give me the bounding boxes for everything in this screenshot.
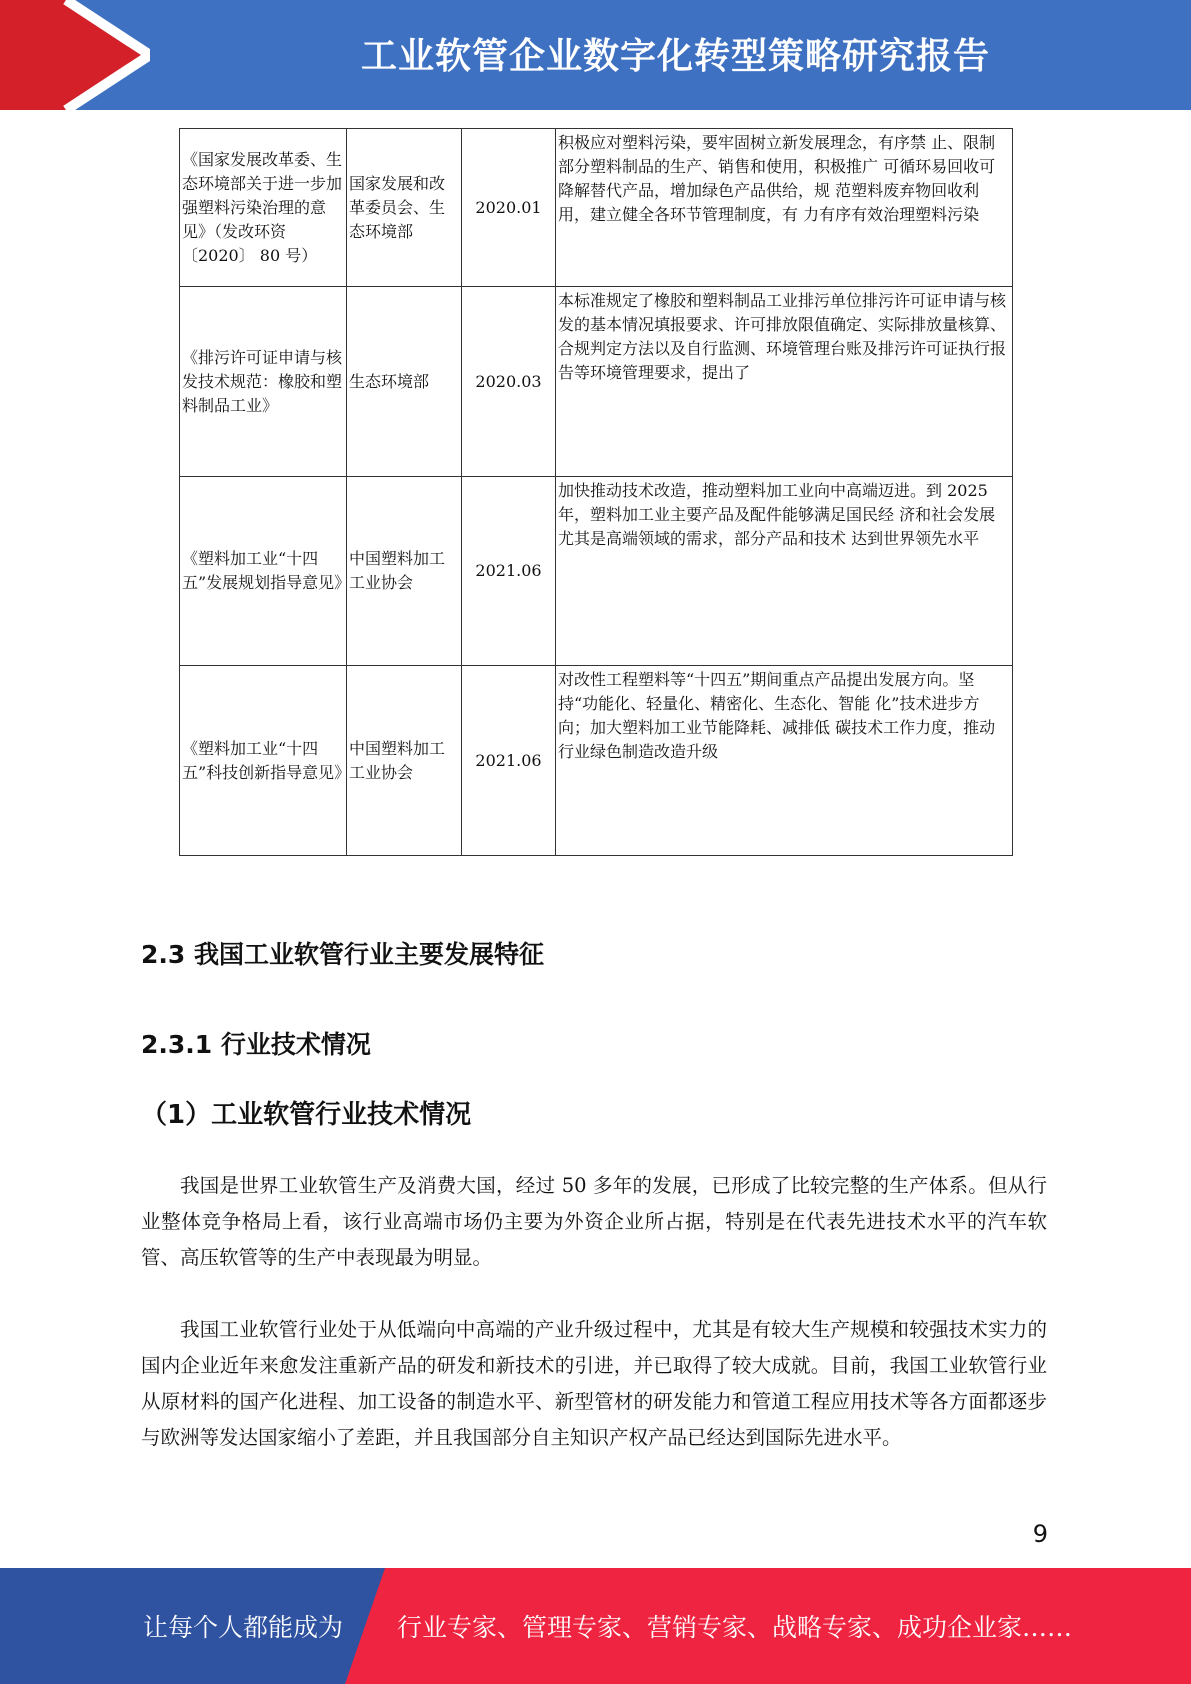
issuer-cell: 中国塑料加工工业协会: [347, 477, 462, 666]
chevron-arrow-icon: [0, 0, 150, 110]
issuer-cell: 国家发展和改革委员会、生态环境部: [347, 129, 462, 287]
date-cell: 2021.06: [462, 666, 556, 856]
policy-name-cell: 《排污许可证申请与核发技术规范：橡胶和塑料制品工业》: [180, 287, 347, 477]
footer-slogan-left: 让每个人都能成为: [143, 1613, 344, 1642]
content-cell: 对改性工程塑料等“十四五”期间重点产品提出发展方向。坚持“功能化、轻量化、精密化、生态化、智能 化”技术进步方向；加大塑料加工业节能降耗、减排低 碳技术工作力度，推动行业绿色制造改造升级: [556, 666, 1013, 856]
subsubsection-heading: （1）工业软管行业技术情况: [141, 1100, 472, 1130]
report-title: 工业软管企业数字化转型策略研究报告: [360, 36, 990, 77]
date-cell: 2021.06: [462, 477, 556, 666]
body-paragraph: 我国工业软管行业处于从低端向中高端的产业升级过程中，尤其是有较大生产规模和较强技术实力的国内企业近年来愈发注重新产品的研发和新技术的引进，并已取得了较大成就。目前，我国工业软管行业从原材料的国产化进程、加工设备的制造水平、新型管材的研发能力和管道工程应用技术等各方面都逐步与欧洲等发达国家缩小了差距，并且我国部分自主知识产权产品已经达到国际先进水平。: [141, 1318, 1047, 1449]
date-cell: 2020.03: [462, 287, 556, 477]
issuer-cell: 中国塑料加工工业协会: [347, 666, 462, 856]
section-heading: 2.3 我国工业软管行业主要发展特征: [141, 940, 544, 969]
policy-name-cell: 《国家发展改革委、生态环境部关于进一步加强塑料污染治理的意见》（发改环资〔2020〕 80 号）: [180, 129, 347, 287]
content-cell: 积极应对塑料污染，要牢固树立新发展理念，有序禁 止、限制部分塑料制品的生产、销售和使用，积极推广 可循环易回收可降解替代产品，增加绿色产品供给，规 范塑料废弃物回收利用，建立健全各环节管理制度，有 力有序有效治理塑料污染: [556, 129, 1013, 287]
table-row: [180, 129, 1013, 287]
table-row: [180, 477, 1013, 666]
subsection-heading: 2.3.1 行业技术情况: [141, 1030, 371, 1059]
content-cell: 加快推动技术改造，推动塑料加工业向中高端迈进。到 2025 年，塑料加工业主要产品及配件能够满足国民经 济和社会发展尤其是高端领域的需求，部分产品和技术 达到世界领先水平: [556, 477, 1013, 666]
policy-table: [179, 128, 1013, 856]
content-cell: 本标准规定了橡胶和塑料制品工业排污单位排污许可证申请与核发的基本情况填报要求、许可排放限值确定、实际排放量核算、合规判定方法以及自行监测、环境管理台账及排污许可证执行报告等环境管理要求，提出了: [556, 287, 1013, 477]
policy-name-cell: 《塑料加工业“十四五”发展规划指导意见》: [180, 477, 347, 666]
footer-banner: [0, 1568, 1191, 1684]
body-paragraph: 我国是世界工业软管生产及消费大国，经过 50 多年的发展，已形成了比较完整的生产体系。但从行业整体竞争格局上看，该行业高端市场仍主要为外资企业所占据，特别是在代表先进技术水平的汽车软管、高压软管等的生产中表现最为明显。: [141, 1174, 1047, 1269]
footer-slogan-right: 行业专家、管理专家、营销专家、战略专家、成功企业家……: [397, 1613, 1073, 1642]
issuer-cell: 生态环境部: [347, 287, 462, 477]
header-banner: [0, 0, 1191, 110]
date-cell: 2020.01: [462, 129, 556, 287]
page-number: 9: [1032, 1520, 1048, 1548]
table-row: [180, 666, 1013, 856]
policy-name-cell: 《塑料加工业“十四五”科技创新指导意见》: [180, 666, 347, 856]
table-row: [180, 287, 1013, 477]
